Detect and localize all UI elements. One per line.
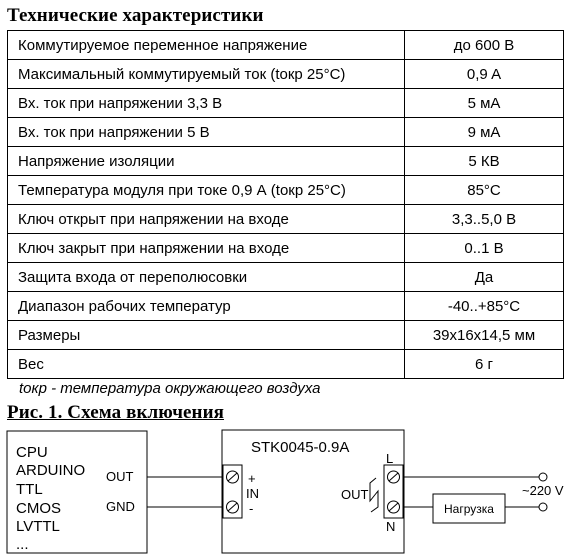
- table-footnote: tокр - температура окружающего воздуха: [19, 380, 321, 397]
- spec-value: -40..+85°C: [405, 292, 564, 321]
- controller-label-0: CPU: [16, 444, 48, 461]
- spec-param: Размеры: [8, 321, 405, 350]
- spec-param: Ключ закрыт при напряжении на входе: [8, 234, 405, 263]
- table-row: [8, 118, 564, 147]
- input-plus-label: +: [248, 471, 256, 486]
- controller-label-1: ARDUINO: [16, 462, 86, 479]
- table-row: [8, 89, 564, 118]
- spec-value: Да: [405, 263, 564, 292]
- table-row: [8, 234, 564, 263]
- figure-title-text: Рис. 1. Схема включения: [7, 402, 225, 423]
- mains-terminal-bottom: [539, 503, 547, 511]
- module-name: STK0045-0.9A: [251, 439, 350, 456]
- spec-param: Напряжение изоляции: [8, 147, 405, 176]
- spec-param: Вес: [8, 350, 405, 379]
- spec-param: Коммутируемое переменное напряжение: [8, 31, 405, 60]
- spec-value: 9 мА: [405, 118, 564, 147]
- output-l-label: L: [386, 451, 394, 466]
- specs-title: Технические характеристики: [7, 5, 264, 26]
- spec-param: Максимальный коммутируемый ток (tокр 25°C): [8, 60, 405, 89]
- specs-table: [7, 30, 564, 379]
- table-row: [8, 60, 564, 89]
- figure-title: [7, 402, 224, 424]
- table-row: [8, 350, 564, 379]
- spec-value: 5 КВ: [405, 147, 564, 176]
- spec-value: до 600 В: [405, 31, 564, 60]
- table-row: [8, 205, 564, 234]
- spec-param: Вх. ток при напряжении 3,3 В: [8, 89, 405, 118]
- table-row: [8, 31, 564, 60]
- spec-value: 5 мА: [405, 89, 564, 118]
- input-in-label: IN: [246, 486, 259, 501]
- spec-param: Ключ открыт при напряжении на входе: [8, 205, 405, 234]
- mains-terminal-top: [539, 473, 547, 481]
- table-row: [8, 147, 564, 176]
- mains-voltage-label: ~220 V: [522, 483, 564, 498]
- load-label: Нагрузка: [444, 502, 494, 516]
- table-row: [8, 292, 564, 321]
- output-n-label: N: [386, 519, 396, 534]
- controller-label-3: CMOS: [16, 500, 61, 517]
- table-row: [8, 321, 564, 350]
- controller-out-label: OUT: [106, 469, 134, 484]
- spec-value: 0..1 В: [405, 234, 564, 263]
- table-row: [8, 176, 564, 205]
- spec-value: 6 г: [405, 350, 564, 379]
- module-out-label: OUT: [341, 487, 369, 502]
- controller-label-2: TTL: [16, 481, 43, 498]
- spec-value: 85°C: [405, 176, 564, 205]
- controller-label-5: ...: [16, 536, 29, 553]
- specs-table-body: [8, 31, 564, 379]
- spec-value: 3,3..5,0 В: [405, 205, 564, 234]
- controller-gnd-label: GND: [106, 499, 135, 514]
- spec-param: Температура модуля при токе 0,9 А (tокр 25°C): [8, 176, 405, 205]
- input-minus-label: -: [249, 501, 254, 516]
- switch-icon: [370, 478, 378, 512]
- spec-param: Защита входа от переполюсовки: [8, 263, 405, 292]
- controller-label-4: LVTTL: [16, 518, 60, 535]
- wiring-diagram: [0, 425, 575, 560]
- spec-value: 39x16x14,5 мм: [405, 321, 564, 350]
- spec-value: 0,9 A: [405, 60, 564, 89]
- spec-param: Диапазон рабочих температур: [8, 292, 405, 321]
- spec-param: Вх. ток при напряжении 5 В: [8, 118, 405, 147]
- table-row: [8, 263, 564, 292]
